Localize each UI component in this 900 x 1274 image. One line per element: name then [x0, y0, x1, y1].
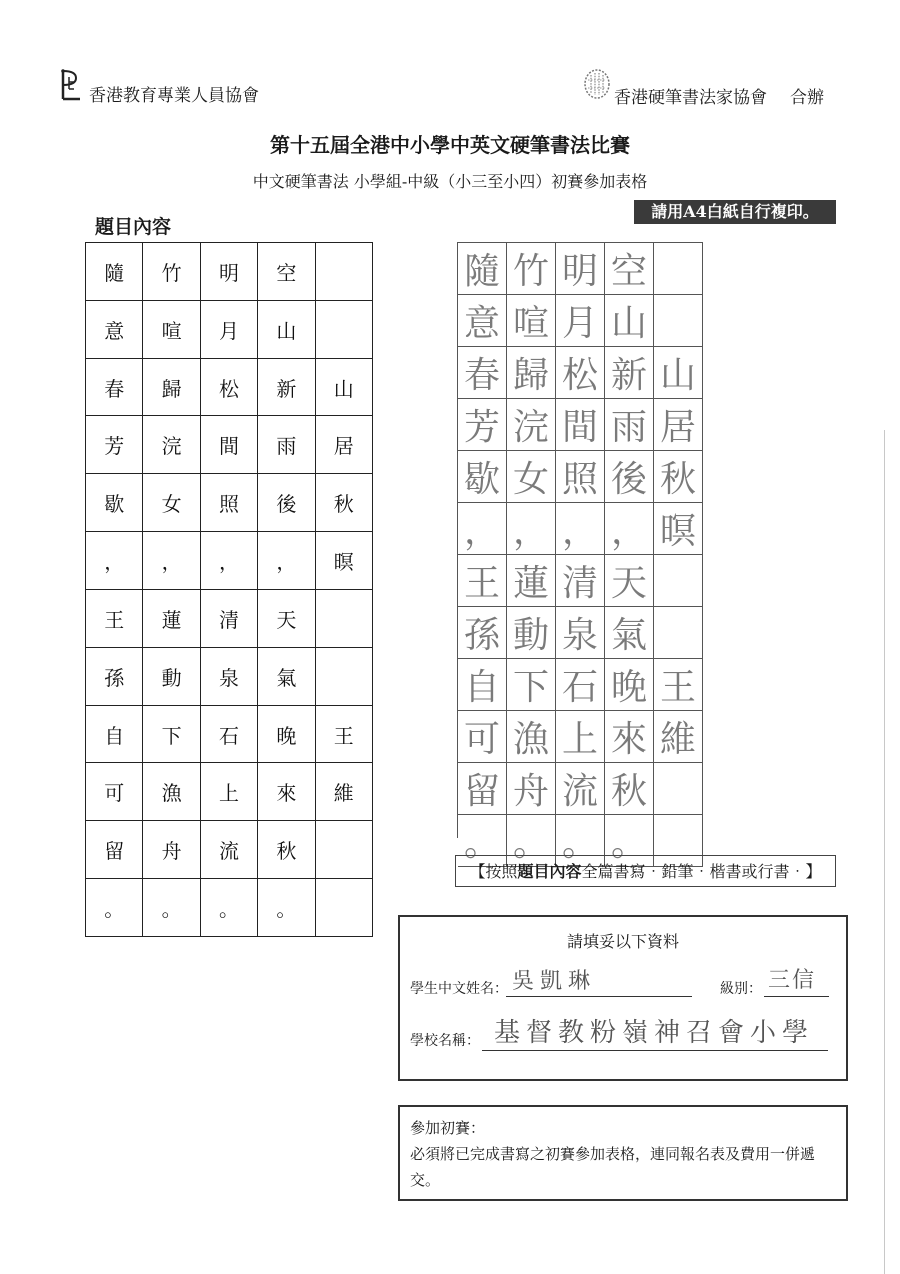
handwritten-grid-cell: 泉	[556, 607, 605, 659]
topic-grid-cell: 松	[201, 359, 258, 417]
topic-grid-cell: 女	[143, 474, 200, 532]
handwritten-grid-cell: 王	[458, 555, 507, 607]
handwritten-grid-cell: 間	[556, 399, 605, 451]
handwritten-grid-cell: 後	[605, 451, 654, 503]
scan-edge-line	[884, 430, 885, 1274]
pen-monogram-logo-icon	[58, 68, 84, 104]
topic-grid-cell: 明	[201, 243, 258, 301]
topic-grid-cell: 芳	[86, 416, 143, 474]
topic-grid-cell: 。	[258, 879, 315, 937]
topic-grid-cell: 月	[201, 301, 258, 359]
topic-grid-cell: 春	[86, 359, 143, 417]
topic-grid-cell	[316, 879, 373, 937]
form-subtitle: 中文硬筆書法 小學組-中級（小三至小四）初賽參加表格	[252, 172, 648, 191]
student-name-value: 吳凱琳	[506, 967, 692, 997]
topic-grid-cell: 後	[258, 474, 315, 532]
instruction-prefix: 【按照	[469, 862, 518, 881]
handwritten-grid-cell: 照	[556, 451, 605, 503]
handwritten-grid-cell: ，	[605, 503, 654, 555]
topic-grid-cell: 來	[258, 763, 315, 821]
topic-grid-cell: 歸	[143, 359, 200, 417]
handwritten-grid-cell: 舟	[507, 763, 556, 815]
topic-grid-cell: 可	[86, 763, 143, 821]
topic-grid-cell: 喧	[143, 301, 200, 359]
topic-grid-cell	[316, 821, 373, 879]
handwritten-grid-cell: 暝	[654, 503, 703, 555]
handwritten-grid-cell: 。	[605, 815, 654, 867]
handwritten-grid-cell: 孫	[458, 607, 507, 659]
topic-grid-cell: 。	[201, 879, 258, 937]
handwritten-grid-cell: 氣	[605, 607, 654, 659]
handwritten-grid-cell: ，	[507, 503, 556, 555]
grade-value: 三信	[764, 965, 829, 997]
instruction-emphasis: 題目內容	[517, 862, 582, 881]
topic-grid-cell: 清	[201, 590, 258, 648]
topic-grid-cell: 。	[143, 879, 200, 937]
school-name-label: 學校名稱：	[410, 1033, 480, 1049]
topic-grid-cell: 自	[86, 706, 143, 764]
school-name-value: 基督教粉嶺神召會小學	[482, 1015, 828, 1051]
handwritten-grid-cell: 晚	[605, 659, 654, 711]
topic-grid-cell	[316, 301, 373, 359]
topic-grid-cell: 王	[86, 590, 143, 648]
topic-grid-cell: 。	[86, 879, 143, 937]
handwritten-grid-cell: 。	[458, 815, 507, 867]
student-info-box	[398, 915, 848, 1081]
topic-grid-cell	[316, 243, 373, 301]
handwritten-grid-cell	[654, 243, 703, 295]
topic-grid-cell: ，	[86, 532, 143, 590]
topic-grid-cell: 隨	[86, 243, 143, 301]
instruction-suffix: 全篇書寫‧鉛筆‧楷書或行書‧】	[581, 862, 822, 881]
topic-grid-cell: 間	[201, 416, 258, 474]
topic-grid-cell: 晚	[258, 706, 315, 764]
handwritten-grid-cell: 動	[507, 607, 556, 659]
handwritten-grid-cell: 竹	[507, 243, 556, 295]
topic-grid-cell: 動	[143, 648, 200, 706]
photocopy-note-badge: 請用A4白紙自行複印。	[634, 200, 836, 224]
handwritten-grid-cell: 松	[556, 347, 605, 399]
handwritten-grid-cell: 維	[654, 711, 703, 763]
handwritten-grid-cell: ，	[556, 503, 605, 555]
handwritten-grid-cell: 山	[605, 295, 654, 347]
left-organizer-name: 香港教育專業人員協會	[89, 86, 259, 106]
topic-grid-cell: 山	[316, 359, 373, 417]
co-organize-label: 合辦	[790, 88, 824, 108]
handwritten-grid-cell: 下	[507, 659, 556, 711]
topic-grid-cell: ，	[143, 532, 200, 590]
topic-grid-cell: 雨	[258, 416, 315, 474]
handwritten-copy-grid	[457, 242, 703, 864]
handwritten-grid-cell: 清	[556, 555, 605, 607]
topic-grid-cell	[316, 648, 373, 706]
topic-content-grid	[85, 242, 373, 937]
handwritten-grid-cell: 歸	[507, 347, 556, 399]
handwritten-grid-cell: 留	[458, 763, 507, 815]
handwritten-grid-cell: 女	[507, 451, 556, 503]
topic-grid-cell: ，	[258, 532, 315, 590]
handwritten-grid-cell: 上	[556, 711, 605, 763]
grade-label: 級別：	[720, 981, 762, 997]
topic-grid-cell: 山	[258, 301, 315, 359]
handwritten-grid-cell: 意	[458, 295, 507, 347]
handwritten-grid-cell: 芳	[458, 399, 507, 451]
handwritten-grid-cell	[654, 295, 703, 347]
handwritten-grid-cell: 明	[556, 243, 605, 295]
handwritten-grid-cell: 王	[654, 659, 703, 711]
topic-grid-cell: 留	[86, 821, 143, 879]
handwritten-grid-cell: 月	[556, 295, 605, 347]
handwritten-grid-cell: 新	[605, 347, 654, 399]
topic-grid-cell: 舟	[143, 821, 200, 879]
handwritten-grid-cell	[654, 555, 703, 607]
topic-grid-cell: 秋	[316, 474, 373, 532]
handwritten-grid-cell: 喧	[507, 295, 556, 347]
topic-grid-cell: 空	[258, 243, 315, 301]
info-heading: 請填妥以下資料	[566, 932, 679, 951]
topic-grid-cell: 竹	[143, 243, 200, 301]
notice-body: 必須將已完成書寫之初賽參加表格，連同報名表及費用一併遞交。	[410, 1145, 816, 1189]
handwritten-grid-cell: 天	[605, 555, 654, 607]
handwritten-grid-cell	[654, 763, 703, 815]
topic-grid-cell: ，	[201, 532, 258, 590]
topic-grid-cell: 照	[201, 474, 258, 532]
handwritten-grid-cell: 浣	[507, 399, 556, 451]
handwritten-grid-cell: 石	[556, 659, 605, 711]
handwritten-grid-cell: 隨	[458, 243, 507, 295]
notice-box	[398, 1105, 848, 1201]
topic-grid-cell: 歇	[86, 474, 143, 532]
topic-grid-cell	[316, 590, 373, 648]
handwritten-grid-cell: 春	[458, 347, 507, 399]
topic-grid-cell: 上	[201, 763, 258, 821]
topic-grid-cell: 秋	[258, 821, 315, 879]
handwritten-grid-cell: ，	[458, 503, 507, 555]
topic-grid-cell: 蓮	[143, 590, 200, 648]
handwritten-grid-cell: 來	[605, 711, 654, 763]
topic-grid-cell: 孫	[86, 648, 143, 706]
topic-grid-cell: 石	[201, 706, 258, 764]
writing-instruction	[455, 855, 836, 887]
calligraphy-seal-logo-icon	[582, 67, 612, 101]
handwritten-grid-cell: 山	[654, 347, 703, 399]
topic-grid-cell: 流	[201, 821, 258, 879]
topic-grid-cell: 新	[258, 359, 315, 417]
handwritten-grid-cell: 蓮	[507, 555, 556, 607]
handwritten-grid-cell: 。	[507, 815, 556, 867]
handwritten-grid-cell: 居	[654, 399, 703, 451]
handwritten-grid-cell: 自	[458, 659, 507, 711]
topic-grid-cell: 居	[316, 416, 373, 474]
topic-content-heading: 題目內容	[95, 216, 172, 238]
handwritten-grid-cell: 秋	[605, 763, 654, 815]
handwritten-grid-cell: 。	[556, 815, 605, 867]
handwritten-grid-cell: 可	[458, 711, 507, 763]
topic-grid-cell: 漁	[143, 763, 200, 821]
handwritten-grid-cell: 歇	[458, 451, 507, 503]
topic-grid-cell: 泉	[201, 648, 258, 706]
topic-grid-cell: 浣	[143, 416, 200, 474]
topic-grid-cell: 天	[258, 590, 315, 648]
topic-grid-cell: 下	[143, 706, 200, 764]
topic-grid-cell: 意	[86, 301, 143, 359]
topic-grid-cell: 氣	[258, 648, 315, 706]
handwritten-grid-cell	[654, 607, 703, 659]
notice-heading: 參加初賽：	[410, 1119, 486, 1137]
handwritten-grid-cell: 空	[605, 243, 654, 295]
topic-grid-cell: 暝	[316, 532, 373, 590]
competition-title: 第十五屆全港中小學中英文硬筆書法比賽	[270, 133, 630, 157]
right-organizer-name: 香港硬筆書法家協會	[614, 88, 767, 108]
student-name-label: 學生中文姓名：	[410, 981, 508, 997]
topic-grid-cell: 王	[316, 706, 373, 764]
topic-grid-cell: 維	[316, 763, 373, 821]
handwritten-grid-cell: 漁	[507, 711, 556, 763]
handwritten-grid-cell: 流	[556, 763, 605, 815]
handwritten-grid-cell: 秋	[654, 451, 703, 503]
handwritten-grid-cell: 雨	[605, 399, 654, 451]
